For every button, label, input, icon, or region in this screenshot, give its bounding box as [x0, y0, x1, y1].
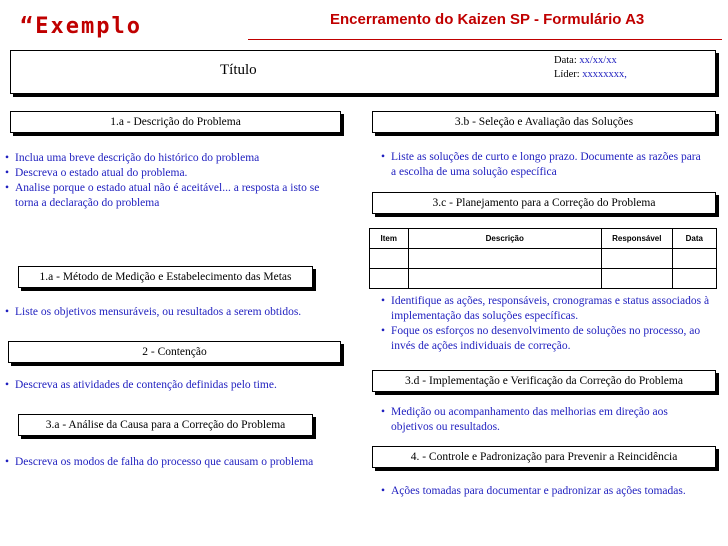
section-3a-bullets [5, 455, 323, 470]
leader-row [554, 68, 627, 82]
bullet-item: • Descreva as atividades de contenção definidas pelo time. [5, 378, 340, 393]
bullet-item: • Analise porque o estado atual não é aceitável... a resposta a isto se torna a declaração do problema [5, 181, 340, 211]
column-header-data: Data [672, 229, 716, 249]
table-cell[interactable] [370, 249, 409, 269]
bullet-item: • Ações tomadas para documentar e padronizar as ações tomadas. [381, 484, 701, 499]
section-1a-metas-header: 1.a - Método de Medição e Estabelecimento das Metas [18, 266, 313, 288]
section-2-header: 2 - Contenção [8, 341, 341, 363]
section-3c-bullets [381, 294, 711, 354]
form-header-title: Encerramento do Kaizen SP - Formulário A3 [330, 11, 645, 28]
column-header-descricao: Descrição [408, 229, 602, 249]
table-row [370, 249, 717, 269]
watermark-exemplo: “Exemplo [20, 14, 142, 39]
section-1a-header: 1.a - Descrição do Problema [10, 111, 341, 133]
table-header-row [370, 229, 717, 249]
header-rule [248, 39, 722, 40]
bullet-item: • Medição ou acompanhamento das melhorias em direção aos objetivos ou resultados. [381, 405, 711, 435]
column-header-item: Item [370, 229, 409, 249]
bullet-item: • Descreva os modos de falha do processo que causam o problema [5, 455, 323, 470]
bullet-item: • Descreva o estado atual do problema. [5, 166, 340, 181]
table-cell[interactable] [370, 269, 409, 289]
bullet-item: • Inclua uma breve descrição do histórico do problema [5, 151, 340, 166]
bullet-item: • Liste as soluções de curto e longo prazo. Documente as razões para a escolha de uma solução específica [381, 150, 701, 180]
bullet-item: • Foque os esforços no desenvolvimento de soluções no processo, ao invés de ações individuais de correção. [381, 324, 711, 354]
meta-block [554, 54, 627, 82]
section-4-header: 4. - Controle e Padronização para Prevenir a Reincidência [372, 446, 716, 468]
section-3d-bullets [381, 405, 711, 435]
action-plan-table [369, 228, 717, 289]
leader-value: xxxxxxxx, [582, 69, 627, 80]
section-3b-header: 3.b - Seleção e Avaliação das Soluções [372, 111, 716, 133]
section-2-bullets [5, 378, 340, 393]
column-header-responsavel: Responsável [602, 229, 673, 249]
table-cell[interactable] [602, 249, 673, 269]
section-3c-header: 3.c - Planejamento para a Correção do Problema [372, 192, 716, 214]
date-value: xx/xx/xx [579, 55, 617, 66]
section-4-bullets [381, 484, 701, 499]
table-row [370, 269, 717, 289]
table-cell[interactable] [602, 269, 673, 289]
page-title: Título [220, 62, 257, 78]
section-3b-bullets [381, 150, 701, 180]
table-cell[interactable] [672, 269, 716, 289]
table-cell[interactable] [408, 269, 602, 289]
table-cell[interactable] [672, 249, 716, 269]
bullet-item: • Identifique as ações, responsáveis, cronogramas e status associados à implementação das soluções específicas. [381, 294, 711, 324]
section-3a-header: 3.a - Análise da Causa para a Correção do Problema [18, 414, 313, 436]
leader-label: Líder: [554, 69, 580, 80]
table-cell[interactable] [408, 249, 602, 269]
section-3d-header: 3.d - Implementação e Verificação da Correção do Problema [372, 370, 716, 392]
bullet-item: • Liste os objetivos mensuráveis, ou resultados a serem obtidos. [5, 305, 325, 320]
date-row [554, 54, 627, 68]
section-1a-bullets [5, 151, 340, 211]
date-label: Data: [554, 55, 577, 66]
section-1a-metas-bullets [5, 305, 325, 320]
